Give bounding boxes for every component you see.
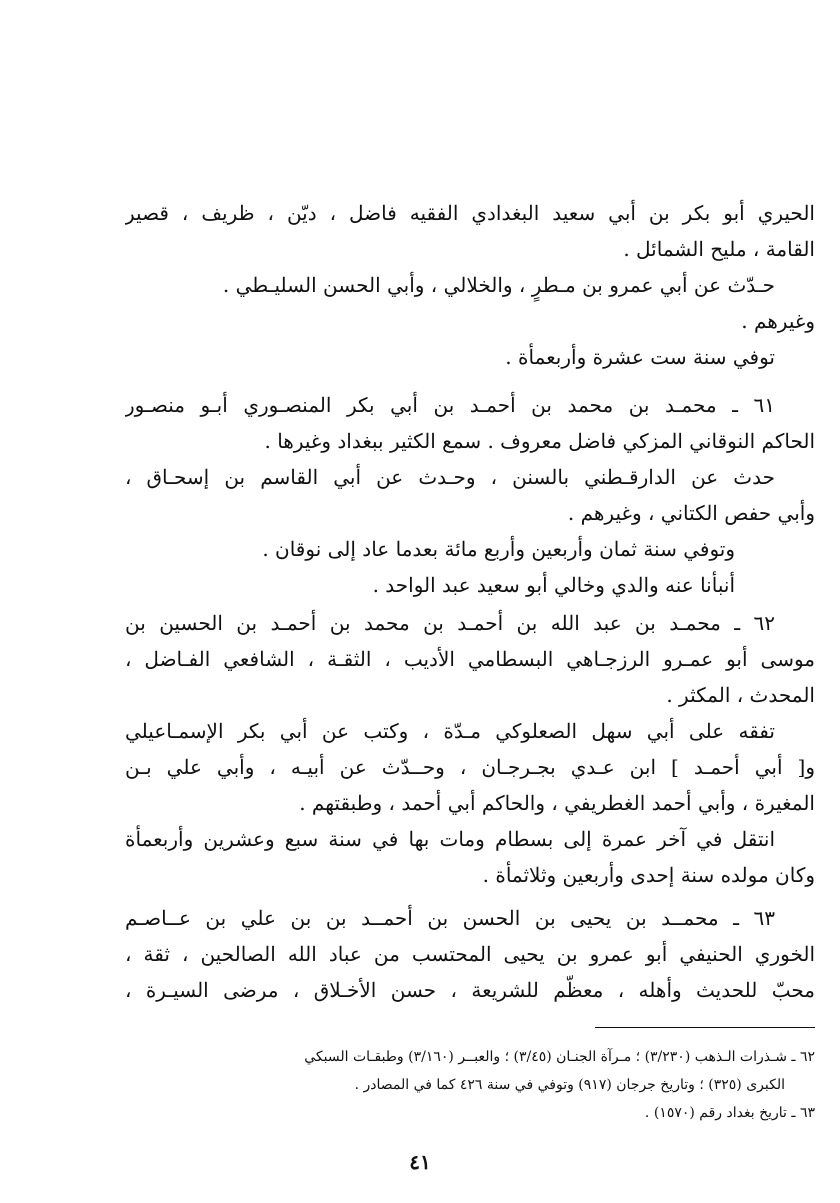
text-line: الخوري الحنيفي أبو عمرو بن يحيى المحتسب من عباد الله الصالحين ، ثقة ،	[125, 942, 815, 966]
text-line: المحدث ، المكثر .	[666, 683, 815, 707]
footnote-62-line-1: ٦٢ ـ شـذرات الـذهب (٣/٢٣٠) ؛ مـرآة الجنـان (٣/٤٥) ؛ والعبــر (٣/١٦٠) وطبقـات السبكي	[304, 1049, 815, 1065]
entry-heading-line: ٦٣ ـ محمــد بن يحيى بن الحسن بن أحمــد بن بن علي بن عــاصـم	[125, 906, 775, 930]
text-line: وكان مولده سنة إحدى وأربعين وثلاثمأة .	[482, 863, 815, 887]
text-line: الحاكم النوقاني المزكي فاضل معروف . سمع الكثير ببغداد وغيرها .	[264, 429, 815, 453]
text-line: تفقه على أبي سهل الصعلوكي مـدّة ، وكتب عن أبي بكر الإسمـاعيلي	[125, 719, 775, 743]
text-line: موسى أبو عمـرو الرزجـاهي البسطامي الأديب ، الثقـة ، الشافعي الفـاضل ،	[125, 647, 815, 671]
footnotes	[125, 1043, 815, 1127]
entry-61	[125, 387, 815, 603]
text-line: حدث عن الدارقـطني بالسنن ، وحـدث عن أبي القاسم بن إسحـاق ،	[125, 465, 775, 489]
text-line: الحيري أبو بكر بن أبي سعيد البغدادي الفقيه فاضل ، ديّن ، ظريف ، قصير	[125, 201, 815, 225]
text-line: محبّ للحديث وأهله ، معظّم للشريعة ، حسن الأخـلاق ، مرضى السيـرة ،	[125, 978, 815, 1002]
footnote-separator	[595, 1027, 815, 1028]
text-line: انتقل في آخر عمرة إلى بسطام ومات بها في سنة سبع وعشرين وأربعمأة	[125, 827, 775, 851]
page-number: ٤١	[409, 1150, 431, 1174]
entry-62	[125, 605, 815, 893]
entry-heading-line: ٦٢ ـ محمـد بن عبد الله بن أحمـد بن محمد بن أحمـد بن الحسين بن	[125, 611, 775, 635]
text-line: و[ أبي أحمـد ] ابن عـدي بجـرجـان ، وحــدّث عن أبيـه ، وأبي علي بـن	[125, 755, 815, 779]
text-line: القامة ، مليح الشمائل .	[623, 237, 815, 261]
text-line: المغيرة ، وأبي أحمد الغطريفي ، والحاكم أبي أحمد ، وطبقتهم .	[299, 791, 815, 815]
entry-63	[125, 900, 815, 1008]
footnote-63: ٦٣ ـ تاريخ بغداد رقم (١٥٧٠) .	[644, 1105, 815, 1121]
text-line: وغيرهم .	[741, 309, 815, 333]
footnote-62-line-2: الكبرى (٣٢٥) ؛ وتاريخ جرجان (٩١٧) وتوفي في سنة ٤٢٦ كما في المصادر .	[354, 1077, 785, 1093]
text-line: وتوفي سنة ثمان وأربعين وأربع مائة بعدما عاد إلى نوقان .	[262, 537, 735, 561]
text-line: وأبي حفص الكتاني ، وغيرهم .	[567, 501, 815, 525]
intro-paragraph	[125, 195, 815, 375]
text-line: حـدّث عن أبي عمرو بن مـطرٍ ، والخلالي ، وأبي الحسن السليـطي .	[222, 273, 775, 297]
entry-heading-line: ٦١ ـ محمـد بن محمد بن أحمـد بن أبي بكر المنصـوري أبـو منصـور	[125, 393, 775, 417]
text-line: توفي سنة ست عشرة وأربعمأة .	[505, 345, 775, 369]
text-line: أنبأنا عنه والدي وخالي أبو سعيد عبد الواحد .	[372, 573, 735, 597]
